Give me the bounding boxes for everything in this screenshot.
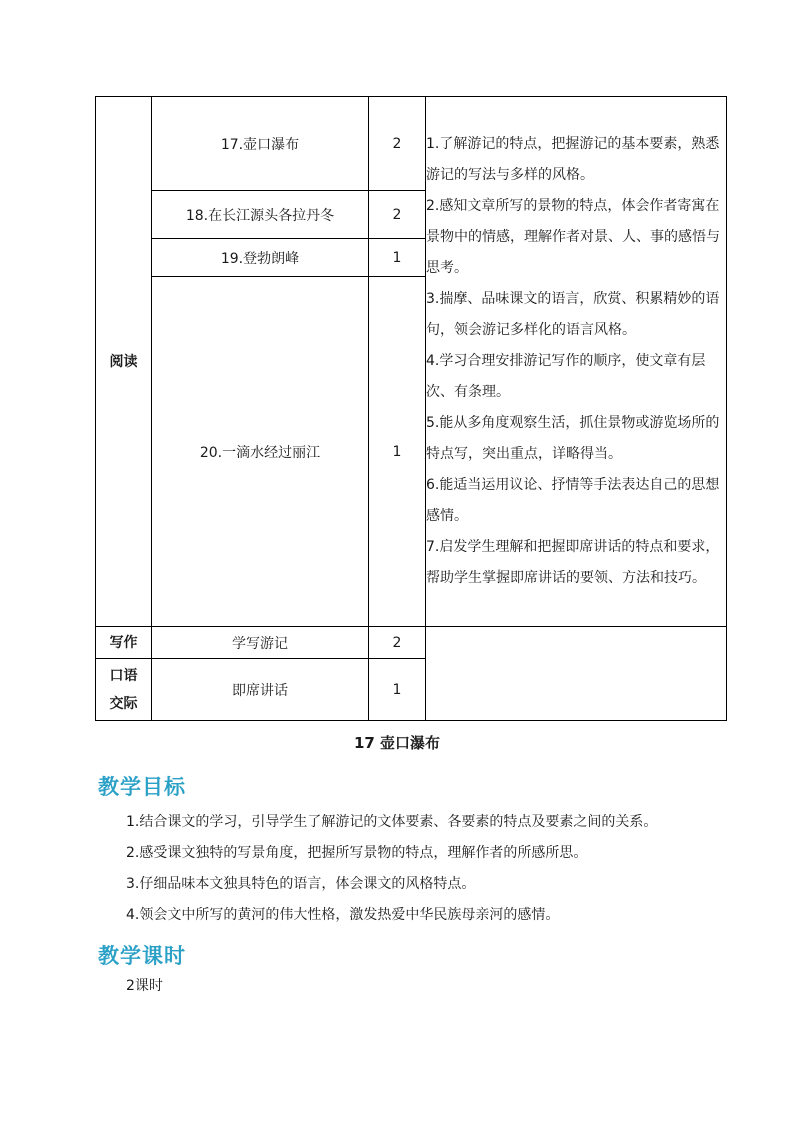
unit-goals-cell [426,97,727,627]
goal-item: 4.学习合理安排游记写作的顺序，使文章有层次、有条理。 [426,353,706,400]
category-oral-line2: 交际 [109,695,138,712]
objective-item: 2.感受课文独特的写景角度，把握所写景物的特点，理解作者的所感所思。 [126,845,588,861]
writing-hours: 2 [369,627,426,659]
objectives-heading: 教学目标 [98,775,186,799]
category-oral-line1: 口语 [109,667,138,684]
writing-title: 学写游记 [152,627,369,659]
goal-item: 5.能从多角度观察生活，抓住景物或游览场所的特点写，突出重点，详略得当。 [426,415,720,462]
oral-hours: 1 [369,659,426,721]
goal-item: 3.揣摩、品味课文的语言，欣赏、积累精妙的语句，领会游记多样化的语言风格。 [426,291,720,338]
lesson-17-title: 17.壶口瀑布 [152,97,369,191]
lesson-18-hours: 2 [369,191,426,239]
goal-item: 2.感知文章所写的景物的特点，体会作者寄寓在景物中的情感，理解作者对景、人、事的感悟与思考。 [426,198,720,276]
category-reading: 阅读 [96,97,152,627]
lesson-19-title: 19.登勃朗峰 [152,239,369,277]
objective-item: 4.领会文中所写的黄河的伟大性格，激发热爱中华民族母亲河的感情。 [126,907,560,923]
unit-plan-table [95,96,727,721]
oral-title: 即席讲话 [152,659,369,721]
periods-heading: 教学课时 [98,944,186,968]
category-writing: 写作 [96,627,152,659]
lesson-20-hours: 1 [369,277,426,627]
goal-item: 1.了解游记的特点，把握游记的基本要素，熟悉游记的写法与多样的风格。 [426,136,720,183]
objective-item: 3.仔细品味本文独具特色的语言，体会课文的风格特点。 [126,876,476,892]
lesson-17-hours: 2 [369,97,426,191]
lesson-title: 17 壶口瀑布 [353,734,441,752]
lesson-20-title: 20.一滴水经过丽江 [152,277,369,627]
goal-item: 6.能适当运用议论、抒情等手法表达自己的思想感情。 [426,477,720,524]
lesson-18-title: 18.在长江源头各拉丹冬 [152,191,369,239]
objective-item: 1.结合课文的学习，引导学生了解游记的文体要素、各要素的特点及要素之间的关系。 [126,814,658,830]
category-oral [96,659,152,721]
goal-item: 7.启发学生理解和把握即席讲话的特点和要求，帮助学生掌握即席讲话的要领、方法和技巧。 [426,539,720,586]
empty-cell [426,627,727,721]
periods-value: 2课时 [126,978,163,994]
lesson-19-hours: 1 [369,239,426,277]
